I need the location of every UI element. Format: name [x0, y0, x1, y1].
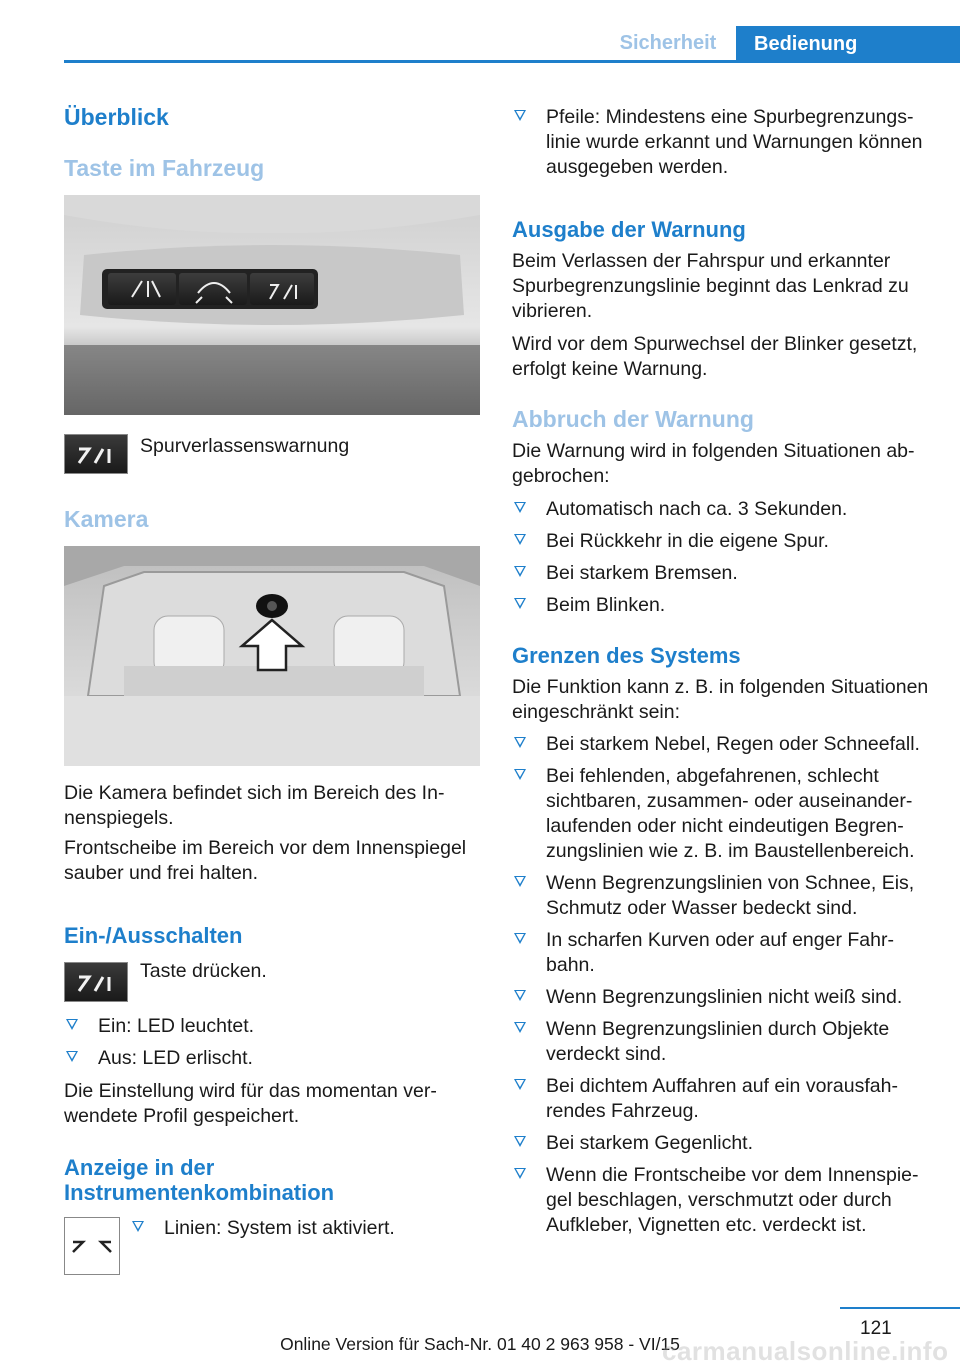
heading-warning-cancel: Abbruch der Warnung [512, 406, 754, 432]
list-item: Bei starkem Gegenlicht. [512, 1131, 932, 1156]
bullet-triangle-icon [514, 566, 526, 577]
profile-note: Die Einstellung wird für das momentan verwendete Profil gespeichert. [64, 1080, 437, 1127]
footer-version: Online Version für Sach-Nr. 01 40 2 963 958 - VI/15 [280, 1334, 680, 1354]
camera-photo [64, 546, 480, 766]
page-number: 121 [860, 1318, 892, 1339]
limits-paragraph: Die Funktion kann z. B. in folgenden Situationen eingeschränkt sein: [512, 676, 929, 723]
list-item: Bei fehlenden, abgefahrenen, schlecht sichtbaren, zusammen- oder auseinanderlaufenden oder nicht eindeutigen Begrenzungslinien wie z. B. im Baustellenbereich. [512, 764, 932, 864]
heading-warning-output: Ausgabe der Warnung [512, 217, 746, 242]
limits-list [512, 732, 932, 1245]
watermark: carmanualsonline.info [662, 1336, 949, 1366]
heading-system-limits: Grenzen des Systems [512, 643, 741, 668]
lane-departure-icon [64, 434, 128, 474]
list-item: Wenn Begrenzungslinien nicht weiß sind. [512, 985, 932, 1010]
display-list [130, 1216, 480, 1248]
heading-camera: Kamera [64, 506, 149, 532]
bullet-triangle-icon [514, 1022, 526, 1033]
bullet-triangle-icon [66, 1051, 78, 1062]
tab-sicherheit[interactable]: Sicherheit [619, 31, 717, 54]
list-item: Bei starkem Bremsen. [512, 561, 932, 586]
on-off-list [64, 1014, 480, 1078]
list-item: Bei dichtem Auffahren auf ein vorausfahrendes Fahrzeug. [512, 1074, 932, 1124]
list-item: Pfeile: Mindestens eine Spurbegrenzungslinie wurde erkannt und Warnungen können ausgegeben werden. [512, 105, 932, 180]
lane-departure-button-icon [64, 962, 128, 1002]
bullet-triangle-icon [514, 1168, 526, 1179]
list-item: Beim Blinken. [512, 593, 932, 618]
press-button-text: Taste drücken. [140, 960, 267, 982]
lane-lines-icon [64, 1217, 120, 1275]
bullet-triangle-icon [514, 534, 526, 545]
cancel-paragraph: Die Warnung wird in folgenden Situationen abgebrochen: [512, 440, 915, 487]
list-item: Linien: System ist aktiviert. [130, 1216, 480, 1241]
heading-overview: Überblick [64, 104, 169, 130]
list-item: Wenn die Frontscheibe vor dem Innenspiegel beschlagen, verschmutzt oder durch Aufkleber, Vignetten etc. verdeckt ist. [512, 1163, 932, 1238]
heading-button-in-vehicle: Taste im Fahrzeug [64, 155, 265, 181]
bullet-triangle-icon [514, 737, 526, 748]
bullet-triangle-icon [66, 1019, 78, 1030]
list-item: Ein: LED leuchtet. [64, 1014, 480, 1039]
list-item: Bei Rückkehr in die eigene Spur. [512, 529, 932, 554]
list-item: Aus: LED erlischt. [64, 1046, 480, 1071]
bullet-triangle-icon [514, 1136, 526, 1147]
list-item: In scharfen Kurven oder auf enger Fahrbahn. [512, 928, 932, 978]
tab-bedienung[interactable]: Bedienung [736, 26, 960, 62]
list-item: Automatisch nach ca. 3 Sekunden. [512, 497, 932, 522]
bullet-triangle-icon [514, 769, 526, 780]
footer-divider [840, 1307, 960, 1309]
button-panel-photo [64, 195, 480, 415]
icon-caption: Spurverlassenswarnung [140, 435, 350, 457]
camera-paragraph-1: Die Kamera befindet sich im Bereich des Innenspiegels. [64, 782, 445, 829]
bullet-triangle-icon [514, 990, 526, 1001]
camera-paragraph-2: Frontscheibe im Bereich vor dem Innenspiegel sauber und frei halten. [64, 837, 467, 884]
warning-paragraph-2: Wird vor dem Spurwechsel der Blinker gesetzt, erfolgt keine Warnung. [512, 333, 918, 380]
header-divider [64, 60, 960, 63]
heading-instrument-display: Anzeige in der Instrumentenkombination [64, 1155, 335, 1205]
bullet-triangle-icon [514, 1079, 526, 1090]
heading-on-off: Ein-/Ausschalten [64, 923, 243, 948]
list-item: Wenn Begrenzungslinien durch Objekte verdeckt sind. [512, 1017, 932, 1067]
bullet-triangle-icon [514, 502, 526, 513]
arrows-list [512, 105, 932, 187]
list-item: Wenn Begrenzungslinien von Schnee, Eis, Schmutz oder Wasser bedeckt sind. [512, 871, 932, 921]
bullet-triangle-icon [514, 933, 526, 944]
warning-paragraph-1: Beim Verlassen der Fahrspur und erkannter Spurbegrenzungslinie beginnt das Lenkrad zu vibrieren. [512, 250, 909, 322]
list-item: Bei starkem Nebel, Regen oder Schneefall. [512, 732, 932, 757]
bullet-triangle-icon [132, 1221, 144, 1232]
bullet-triangle-icon [514, 110, 526, 121]
bullet-triangle-icon [514, 876, 526, 887]
bullet-triangle-icon [514, 598, 526, 609]
cancel-list [512, 497, 932, 625]
